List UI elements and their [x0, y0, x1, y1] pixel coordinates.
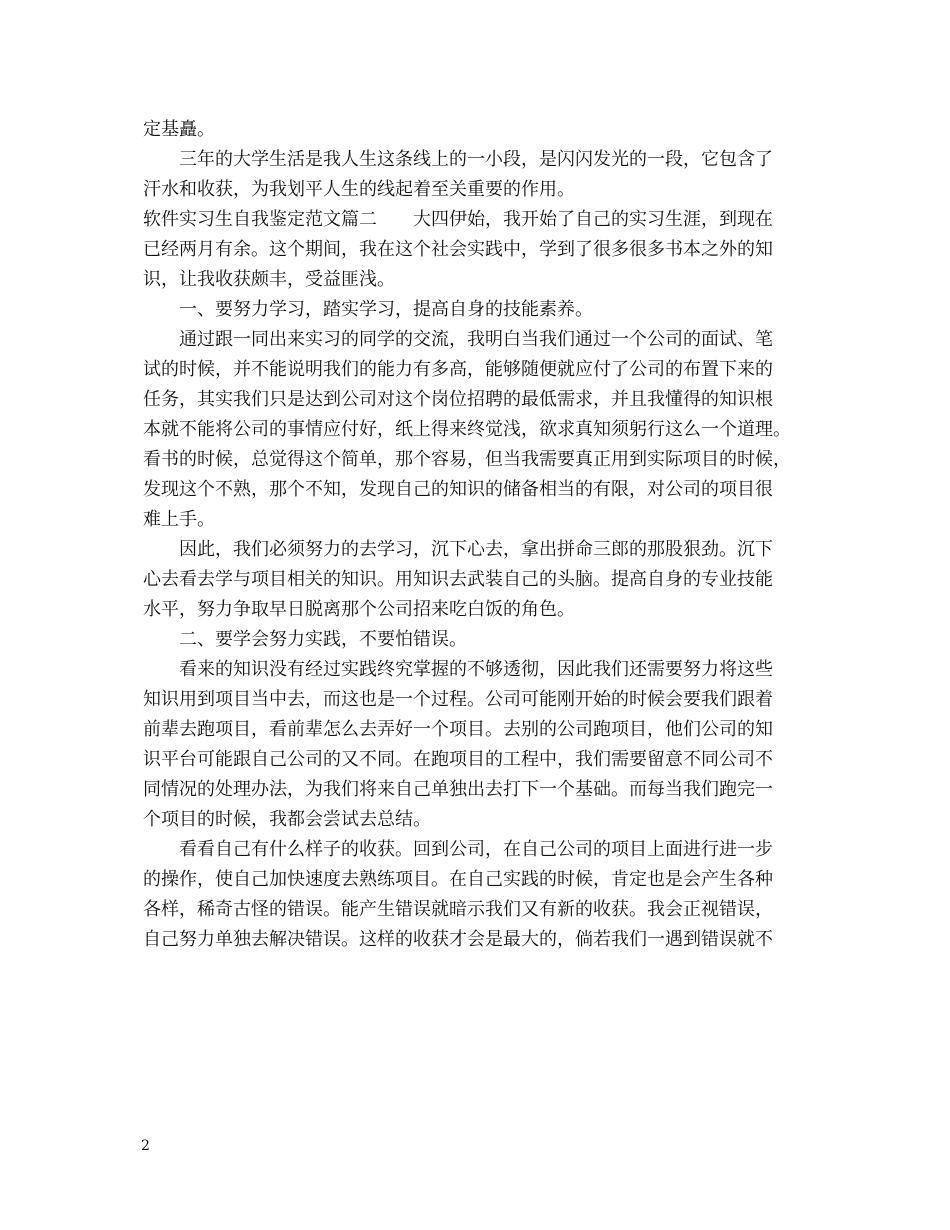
text-line: 前辈去跑项目，看前辈怎么去弄好一个项目。去别的公司跑项目，他们公司的知 — [143, 719, 773, 740]
text-line: 通过跟一同出来实习的同学的交流，我明白当我们通过一个公司的面试、笔 — [179, 329, 773, 350]
text-line: 发现这个不熟，那个不知，发现自己的知识的储备相当的有限，对公司的项目很 — [143, 479, 773, 500]
text-line: 知识用到项目当中去，而这也是一个过程。公司可能刚开始的时候会要我们跟着 — [143, 689, 773, 710]
text-line: 自己努力单独去解决错误。这样的收获才会是最大的，倘若我们一遇到错误就不 — [143, 929, 773, 950]
text-line: 心去看去学与项目相关的知识。用知识去武装自己的头脑。提高自身的专业技能 — [143, 569, 773, 590]
text-line: 本就不能将公司的事情应付好，纸上得来终觉浅，欲求真知须躬行这么一个道理。 — [143, 419, 791, 440]
text-line: 汗水和收获，为我划平人生的线起着至关重要的作用。 — [143, 179, 575, 200]
text-line: 个项目的时候，我都会尝试去总结。 — [143, 809, 431, 830]
text-line: 各样，稀奇古怪的错误。能产生错误就暗示我们又有新的收获。我会正视错误， — [143, 899, 773, 920]
text-line: 因此，我们必须努力的去学习，沉下心去，拿出拼命三郎的那股狠劲。沉下 — [179, 539, 773, 560]
text-line: 识，让我收获颇丰，受益匪浅。 — [143, 269, 395, 290]
section-heading-line: 软件实习生自我鉴定范文篇二 大四伊始，我开始了自己的实习生涯，到现在 — [143, 209, 773, 230]
subheading-line: 一、要努力学习，踏实学习，提高自身的技能素养。 — [179, 299, 593, 320]
text-line: 试的时候，并不能说明我们的能力有多高，能够随便就应付了公司的布置下来的 — [143, 359, 773, 380]
subheading-line: 二、要学会努力实践，不要怕错误。 — [179, 629, 467, 650]
text-line: 任务，其实我们只是达到公司对这个岗位招聘的最低需求，并且我懂得的知识根 — [143, 389, 773, 410]
text-line: 识平台可能跟自己公司的又不同。在跑项目的工程中，我们需要留意不同公司不 — [143, 749, 773, 770]
text-line: 三年的大学生活是我人生这条线上的一小段，是闪闪发光的一段，它包含了 — [179, 149, 773, 170]
text-line: 定基矗。 — [143, 119, 215, 140]
text-line: 的操作，使自己加快速度去熟练项目。在自己实践的时候，肯定也是会产生各种 — [143, 869, 773, 890]
body-text — [143, 115, 823, 955]
text-line: 水平，努力争取早日脱离那个公司招来吃白饭的角色。 — [143, 599, 575, 620]
text-line: 看看自己有什么样子的收获。回到公司，在自己公司的项目上面进行进一步 — [179, 839, 773, 860]
text-line: 同情况的处理办法，为我们将来自己单独出去打下一个基础。而每当我们跑完一 — [143, 779, 773, 800]
page-number: 2 — [141, 1138, 150, 1154]
text-line: 已经两月有余。这个期间，我在这个社会实践中，学到了很多很多书本之外的知 — [143, 239, 773, 260]
text-line: 难上手。 — [143, 509, 215, 530]
text-line: 看来的知识没有经过实践终究掌握的不够透彻，因此我们还需要努力将这些 — [179, 659, 773, 680]
text-line: 看书的时候，总觉得这个简单，那个容易，但当我需要真正用到实际项目的时候， — [143, 449, 791, 470]
